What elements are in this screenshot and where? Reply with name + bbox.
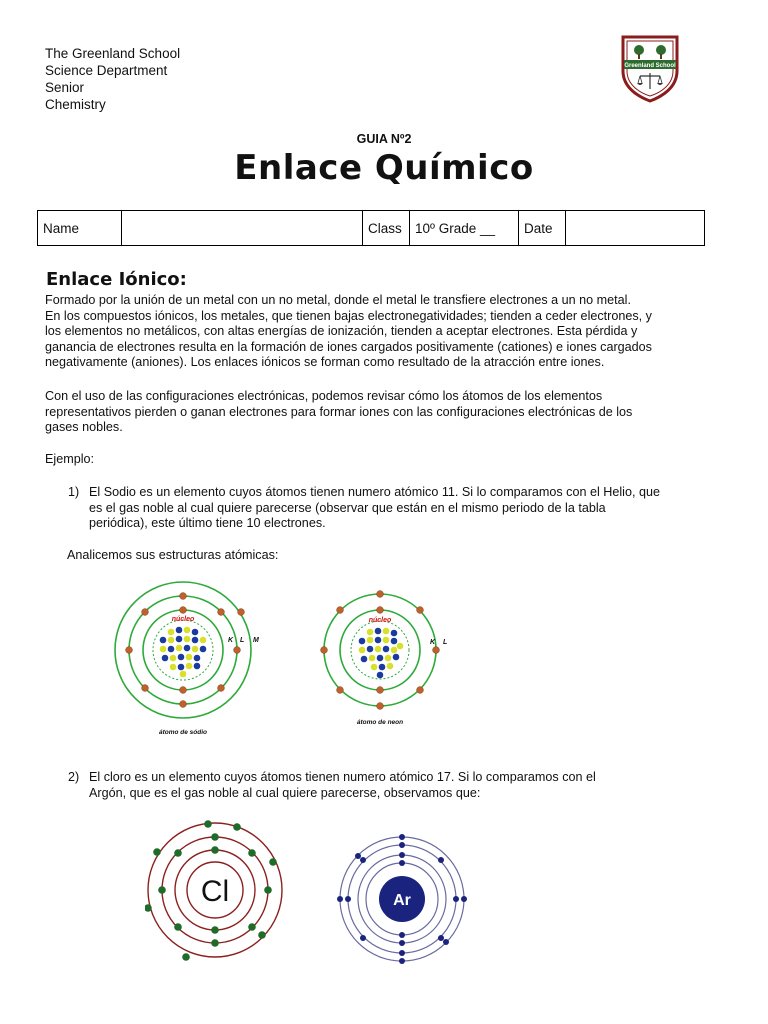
paragraph-ionic-bond xyxy=(45,293,723,371)
level-name: Senior xyxy=(45,80,85,95)
nucleus xyxy=(359,628,404,679)
date-field[interactable] xyxy=(566,211,705,246)
paragraph-line: negativamente (aniones). Los enlaces iónicos se forman como resultado de la atracción entre iones. xyxy=(45,355,605,370)
chlorine-atom-diagram xyxy=(145,815,285,965)
analyze-text: Analicemos sus estructuras atómicas: xyxy=(67,548,279,562)
list-number: 1) xyxy=(68,485,80,499)
shell-l-label: L xyxy=(240,637,245,644)
school-header xyxy=(45,45,180,113)
neon-atom-diagram xyxy=(318,590,458,728)
paragraph-line: El cloro es un elemento cuyos átomos tienen numero atómico 17. Si lo comparamos con el xyxy=(89,770,596,784)
paragraph-line: Argón, que es el gas noble al cual quiere parecerse, observamos que: xyxy=(89,785,481,800)
list-item-chlorine xyxy=(89,770,723,801)
list-item-sodium xyxy=(89,485,723,532)
paragraph-line: los elementos no metálicos, con altas energías de ionización, tienden a aceptar electrones. Esta pérdida y xyxy=(45,324,638,339)
argon-symbol: Ar xyxy=(393,892,411,909)
guide-label: GUIA Nº2 xyxy=(356,132,412,146)
shell-l-label: L xyxy=(443,639,448,646)
name-field[interactable] xyxy=(122,211,363,246)
paragraph-line: ganancia de electrones resulta en la formación de iones cargados positivamente (cationes) e iones cargados xyxy=(45,339,652,354)
name-label: Name xyxy=(38,211,122,246)
shell-k-label: K xyxy=(228,637,234,644)
neon-caption: átomo de neon xyxy=(356,719,404,726)
nucleus-label: núcleo xyxy=(171,616,195,623)
paragraph-line: En los compuestos iónicos, los metales, que tienen bajas electronegatividades; tienden a ceder electrones, y xyxy=(45,308,652,323)
nucleus xyxy=(160,627,207,678)
nucleus-label: núcleo xyxy=(368,617,392,624)
paragraph-line: gases nobles. xyxy=(45,420,123,435)
date-label: Date xyxy=(519,211,566,246)
school-name: The Greenland School xyxy=(45,46,181,61)
sodium-atom-diagram xyxy=(105,580,270,740)
paragraph-line: Formado por la unión de un metal con un no metal, donde el metal le transfiere electrones a un no metal. xyxy=(45,293,631,307)
shell-m-label: M xyxy=(253,637,259,644)
class-label: Class xyxy=(363,211,410,246)
list-number: 2) xyxy=(68,770,80,784)
paragraph-line: Con el uso de las configuraciones electrónicas, podemos revisar cómo los átomos de los elementos xyxy=(45,389,603,403)
example-label: Ejemplo: xyxy=(45,452,94,466)
student-info-table xyxy=(37,210,705,246)
crest-text: Greenland School xyxy=(624,63,676,69)
paragraph-line: El Sodio es un elemento cuyos átomos tienen numero atómico 11. Si lo comparamos con el Helio, que xyxy=(89,485,660,499)
page-title: Enlace Químico xyxy=(234,148,534,188)
argon-atom-diagram xyxy=(336,832,471,967)
paragraph-line: representativos pierden o ganan electrones para formar iones con las configuraciones electrónicas de los xyxy=(45,404,633,419)
paragraph-line: es el gas noble al cual quiere parecerse (observar que están en el mismo periodo de la tabla xyxy=(89,500,606,515)
school-crest-logo xyxy=(619,33,681,103)
subject-name: Chemistry xyxy=(45,97,106,112)
class-field[interactable]: 10º Grade __ xyxy=(410,211,519,246)
chlorine-symbol: Cl xyxy=(200,875,230,908)
section-heading: Enlace Iónico: xyxy=(46,269,187,290)
sodium-caption: átomo de sódio xyxy=(158,729,208,736)
paragraph-line: periódica), este último tiene 10 electrones. xyxy=(89,516,326,531)
paragraph-configurations xyxy=(45,389,723,436)
department-name: Science Department xyxy=(45,63,168,78)
shell-k-label: K xyxy=(430,639,436,646)
